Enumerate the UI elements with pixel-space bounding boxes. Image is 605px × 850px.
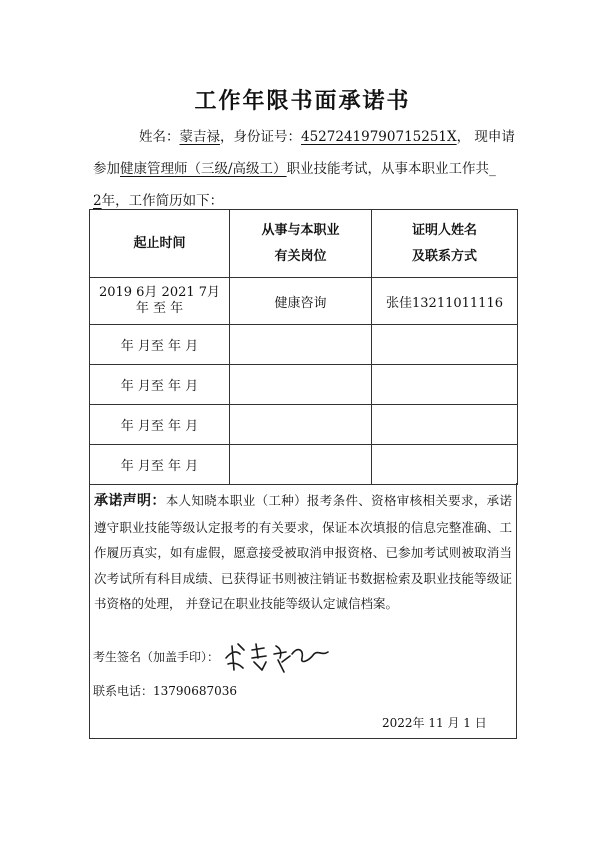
id-number-value: 45272419790715251X <box>301 129 457 145</box>
years-value: 2 <box>93 193 102 209</box>
post-cell <box>230 405 372 445</box>
intro-line-2-prefix: 参加 <box>93 161 120 177</box>
name-label: 姓名： <box>139 129 180 145</box>
contact-label: 联系电话： <box>93 684 154 698</box>
period-cell: 年 月至 年 月 <box>90 405 230 445</box>
signature-label: 考生签名（加盖手印）： <box>93 650 220 664</box>
signing-date: 2022年 11 月 1 日 <box>382 716 487 730</box>
name-value: 蒙吉禄 <box>179 129 220 145</box>
period-cell: 2019 6月 2021 7月 年 至 年 <box>90 278 230 325</box>
witness-cell <box>372 445 518 485</box>
intro-line-1 <box>139 125 515 145</box>
period-cell: 年 月至 年 月 <box>90 445 230 485</box>
post-cell <box>230 325 372 365</box>
header-witness: 证明人姓名 及联系方式 <box>372 210 518 278</box>
contact-line <box>93 682 237 699</box>
statement-label: 承诺声明： <box>94 493 166 509</box>
header-post: 从事与本职业 有关岗位 <box>230 210 372 278</box>
intro-line-2-tail: 职业技能考试，从事本职业工作共 <box>286 161 490 177</box>
table-row <box>90 365 518 405</box>
intro-line-2-blank: _ <box>489 161 496 177</box>
table-row <box>90 405 518 445</box>
period-cell: 年 月至 年 月 <box>90 365 230 405</box>
table-row <box>90 278 518 325</box>
table-header-row <box>90 210 518 278</box>
table-row <box>90 445 518 485</box>
table-row <box>90 325 518 365</box>
period-cell: 年 月至 年 月 <box>90 325 230 365</box>
witness-cell: 张佳13211011116 <box>372 278 518 325</box>
handwritten-signature <box>222 636 332 676</box>
intro-line-2 <box>93 157 496 177</box>
exam-name-value: 健康管理师（三级/高级工） <box>120 161 287 177</box>
commitment-statement <box>94 488 512 617</box>
witness-cell <box>372 325 518 365</box>
statement-text: 本人知晓本职业（工种）报考条件、资格审核相关要求，承诺遵守职业技能等级认定报考的有关要求，保证本次填报的信息完整准确、工作履历真实，如有虚假，愿意接受被取消申报资格、已参加考试则被取消当次考试所有科目成绩、已获得证书则被注销证书数据检索及职业技能等级证书资格的处理， 并登记在职业技能等级认定诚信档案。 <box>94 493 512 611</box>
post-cell <box>230 445 372 485</box>
contact-phone: 13790687036 <box>153 684 237 698</box>
post-cell <box>230 365 372 405</box>
intro-line-3 <box>93 189 223 209</box>
intro-line-1-tail: ， 现申请 <box>456 129 515 145</box>
document-title: 工作年限书面承诺书 <box>194 89 411 114</box>
witness-cell <box>372 405 518 445</box>
work-history-table <box>89 209 518 485</box>
intro-line-3-tail: 年，工作简历如下： <box>101 193 224 209</box>
header-period: 起止时间 <box>90 210 230 278</box>
witness-cell <box>372 365 518 405</box>
post-cell: 健康咨询 <box>230 278 372 325</box>
id-label: ，身份证号： <box>220 129 301 145</box>
